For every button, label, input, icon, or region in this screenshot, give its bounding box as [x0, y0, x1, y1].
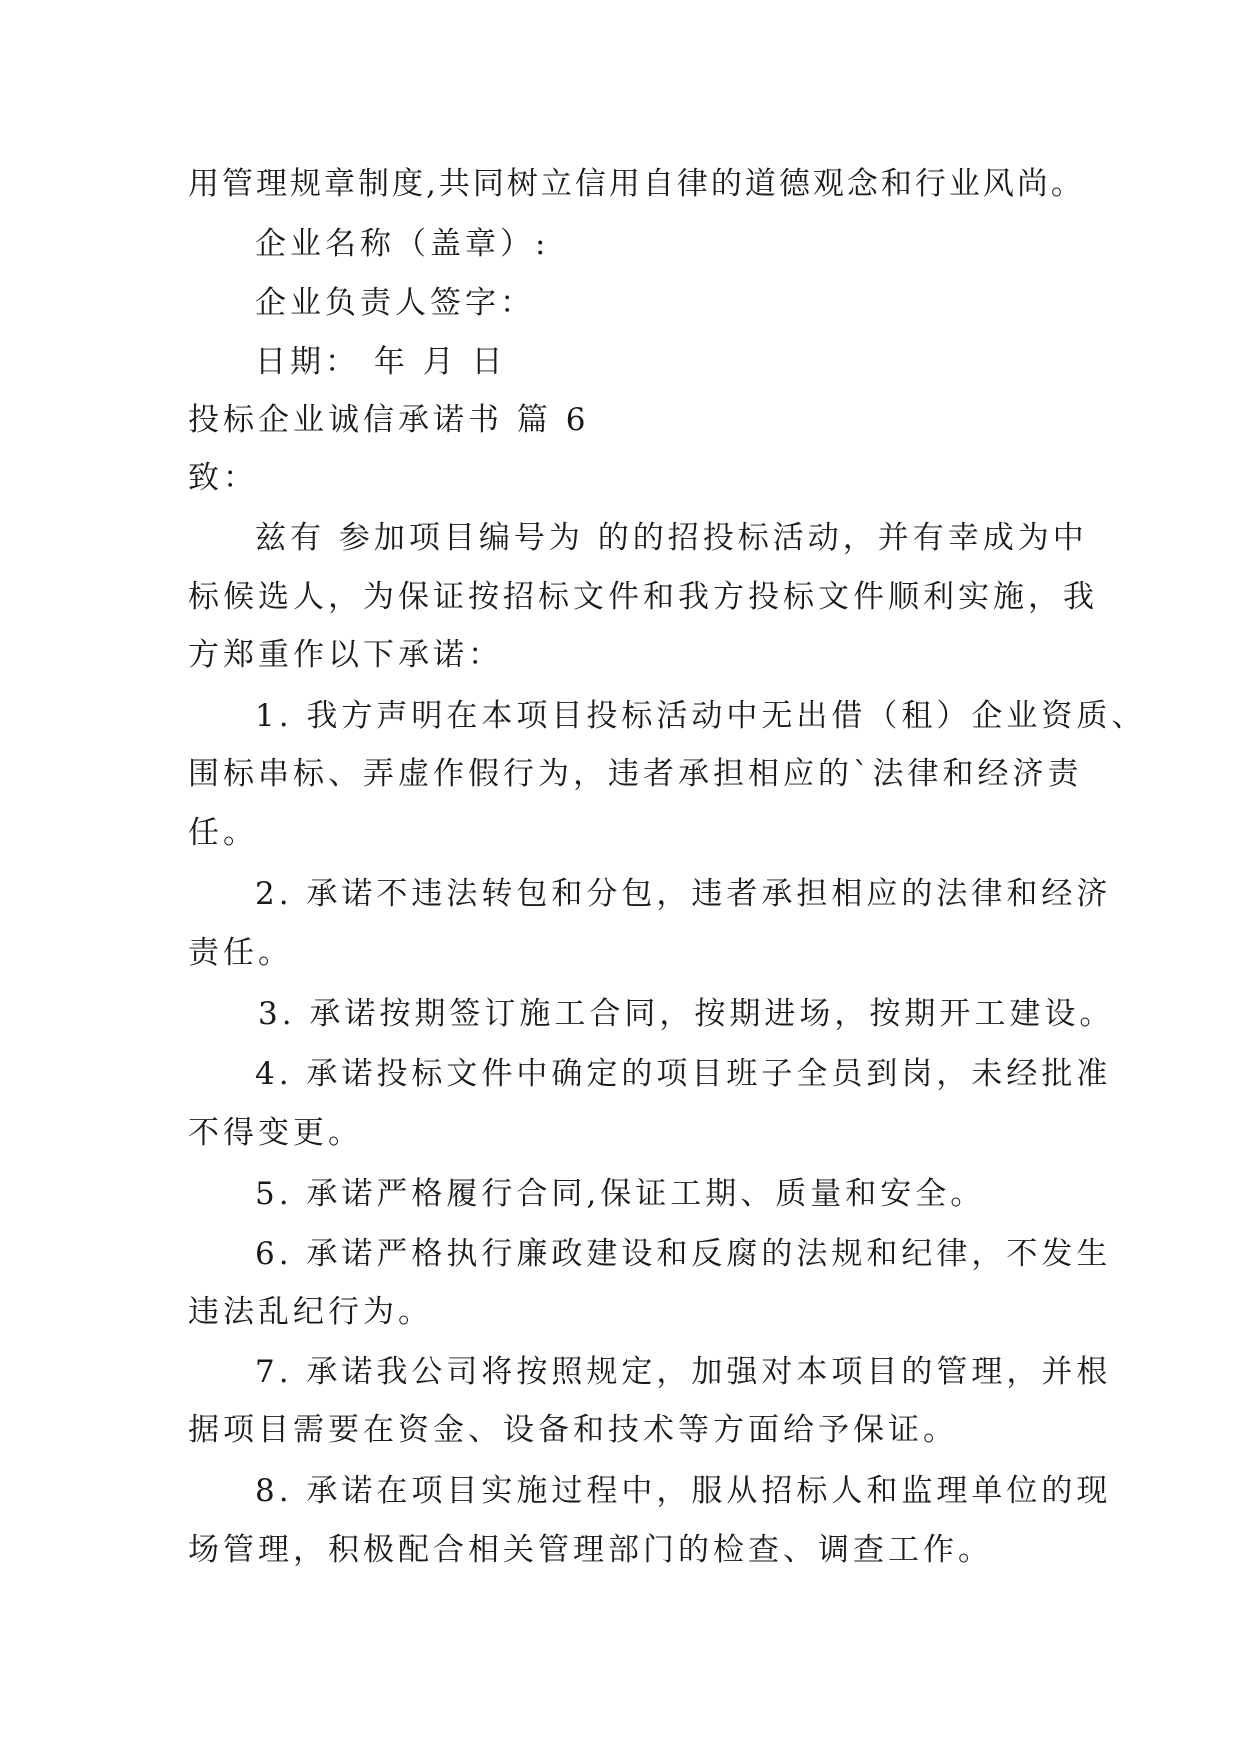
- commitment-item-5: 5. 承诺严格履行合同,保证工期、质量和安全。: [255, 1176, 986, 1212]
- commitment-item-6: 6. 承诺严格执行廉政建设和反腐的法规和纪律，不发生: [255, 1236, 1112, 1272]
- commitment-item-2: 2. 承诺不违法转包和分包，违者承担相应的法律和经济: [255, 876, 1112, 912]
- paragraph-line: 不得变更。: [188, 1115, 363, 1151]
- company-signature-field-label: 企业负责人签字：: [255, 285, 535, 321]
- paragraph-line: 场管理，积极配合相关管理部门的检查、调查工作。: [188, 1532, 993, 1568]
- paragraph-line: 方郑重作以下承诺：: [188, 637, 503, 673]
- commitment-item-4: 4. 承诺投标文件中确定的项目班子全员到岗，未经批准: [255, 1056, 1112, 1092]
- salutation: 致：: [188, 460, 258, 496]
- commitment-item-7: 7. 承诺我公司将按照规定，加强对本项目的管理，并根: [255, 1354, 1112, 1390]
- paragraph-line: 围标串标、弄虚作假行为，违者承担相应的`法律和经济责: [188, 756, 1083, 792]
- paragraph-line: 用管理规章制度,共同树立信用自律的道德观念和行业风尚。: [188, 166, 1085, 202]
- paragraph-line: 违法乱纪行为。: [188, 1294, 433, 1330]
- commitment-item-3: 3. 承诺按期签订施工合同，按期进场，按期开工建设。: [258, 996, 1115, 1032]
- paragraph-line: 责任。: [188, 935, 293, 971]
- section-heading: 投标企业诚信承诺书 篇 6: [188, 402, 590, 438]
- commitment-item-8: 8. 承诺在项目实施过程中，服从招标人和监理单位的现: [255, 1473, 1112, 1509]
- paragraph-line: 兹有 参加项目编号为 的的招投标活动，并有幸成为中: [255, 520, 1088, 556]
- paragraph-line: 标候选人，为保证按招标文件和我方投标文件顺利实施，我: [188, 579, 1098, 615]
- paragraph-line: 据项目需要在资金、设备和技术等方面给予保证。: [188, 1412, 958, 1448]
- date-field-label: 日期： 年 月 日: [255, 344, 507, 380]
- paragraph-line: 任。: [188, 815, 258, 851]
- company-name-field-label: 企业名称（盖章）:: [255, 226, 550, 262]
- commitment-item-1: 1. 我方声明在本项目投标活动中无出借（租）企业资质、: [255, 698, 1147, 734]
